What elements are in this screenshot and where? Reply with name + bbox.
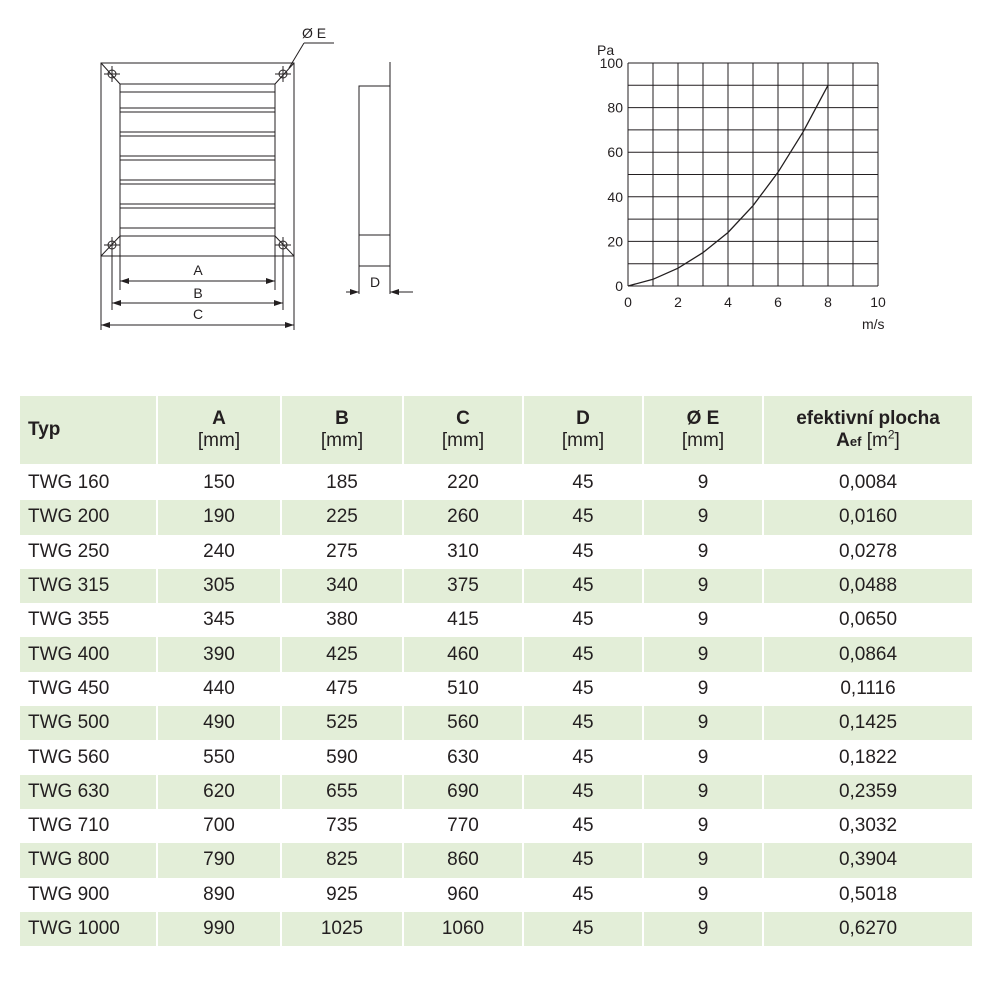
- header-effective-area: efektivní plocha Aef $[m^2]$: [764, 396, 972, 466]
- chart-grid: [628, 63, 878, 286]
- table-cell: 440: [158, 672, 282, 706]
- table-cell: 925: [282, 878, 404, 912]
- table-row: [20, 535, 972, 569]
- table-cell: 690: [404, 775, 524, 809]
- table-cell-type: TWG 315: [20, 569, 158, 603]
- table-cell: 525: [282, 706, 404, 740]
- header-b: B [mm]: [282, 396, 404, 466]
- table-row: [20, 603, 972, 637]
- table-cell-type: TWG 800: [20, 843, 158, 877]
- table-cell: 190: [158, 500, 282, 534]
- table-cell: 1025: [282, 912, 404, 946]
- table-row: [20, 809, 972, 843]
- table-cell: 9: [644, 603, 764, 637]
- table-cell: 550: [158, 740, 282, 774]
- dimension-b: [112, 250, 283, 310]
- chart-y-tick-label: 80: [607, 99, 623, 116]
- table-cell: 655: [282, 775, 404, 809]
- table-cell: 890: [158, 878, 282, 912]
- table-cell: 0,3904: [764, 843, 972, 877]
- chart-x-label: m/s: [862, 316, 885, 332]
- table-cell: 45: [524, 912, 644, 946]
- chart-y-tick-label: 20: [607, 233, 623, 250]
- header-e: Ø E [mm]: [644, 396, 764, 466]
- table-cell: 45: [524, 466, 644, 500]
- table-cell: 560: [404, 706, 524, 740]
- chart-x-tick-label: 2: [674, 294, 682, 310]
- table-cell: 0,1425: [764, 706, 972, 740]
- chart-x-tick-label: 4: [724, 294, 732, 310]
- table-cell: 9: [644, 912, 764, 946]
- table-cell-type: TWG 1000: [20, 912, 158, 946]
- table-cell: 825: [282, 843, 404, 877]
- table-cell: 0,5018: [838, 883, 898, 905]
- label-b: B: [193, 285, 203, 301]
- table-cell: 9: [644, 740, 764, 774]
- table-row: [20, 500, 972, 534]
- table-header-row: [20, 396, 972, 466]
- table-cell: 305: [158, 569, 282, 603]
- spec-table: [20, 396, 972, 946]
- chart-x-tick-label: 10: [870, 294, 886, 310]
- mounting-holes: [104, 43, 334, 253]
- chart-y-tick-label: 40: [607, 188, 623, 205]
- table-cell: 0,0084: [838, 472, 898, 494]
- table-cell: 0,2359: [764, 775, 972, 809]
- table-cell: 45: [524, 706, 644, 740]
- header-d: D [mm]: [524, 396, 644, 466]
- table-cell: 0,0864: [764, 637, 972, 671]
- table-row: [20, 740, 972, 774]
- table-cell: 9: [644, 775, 764, 809]
- table-cell: 475: [282, 672, 404, 706]
- chart-y-ticks: [600, 55, 624, 294]
- table-cell: 9: [644, 637, 764, 671]
- pressure-drop-chart: [585, 35, 905, 340]
- table-cell-type: TWG 250: [20, 535, 158, 569]
- table-cell: 275: [282, 535, 404, 569]
- table-cell: 9: [644, 466, 764, 500]
- label-c: C: [192, 306, 204, 322]
- table-cell: 0,1822: [838, 746, 898, 768]
- table-cell: 45: [524, 637, 644, 671]
- dimension-a: [120, 278, 275, 284]
- table-cell: 510: [404, 672, 524, 706]
- table-cell: 9: [644, 809, 764, 843]
- table-cell: 220: [404, 466, 524, 500]
- table-cell: 45: [524, 809, 644, 843]
- table-cell: 45: [524, 740, 644, 774]
- chart-x-tick-label: 6: [774, 294, 782, 310]
- table-cell: 9: [644, 569, 764, 603]
- table-row: [20, 912, 972, 946]
- table-cell: 225: [282, 500, 404, 534]
- table-cell: 0,3032: [838, 815, 898, 837]
- table-cell: 9: [644, 672, 764, 706]
- table-cell: 0,0160: [764, 500, 972, 534]
- chart-y-tick-label: 60: [607, 144, 623, 161]
- table-cell-type: TWG 560: [20, 740, 158, 774]
- table-cell: 9: [644, 843, 764, 877]
- table-row: [20, 569, 972, 603]
- table-cell: 990: [158, 912, 282, 946]
- table-cell: 150: [158, 466, 282, 500]
- table-row: [20, 672, 972, 706]
- table-cell: 790: [158, 843, 282, 877]
- table-row: [20, 878, 972, 912]
- table-cell: 45: [524, 878, 644, 912]
- table-body: [20, 466, 972, 946]
- table-cell: 390: [158, 637, 282, 671]
- table-cell: 0,0278: [838, 540, 898, 562]
- dimension-drawing: [90, 20, 430, 340]
- table-cell: 735: [282, 809, 404, 843]
- table-cell: 310: [404, 535, 524, 569]
- header-a: A [mm]: [158, 396, 282, 466]
- table-cell: 375: [404, 569, 524, 603]
- table-cell-type: TWG 900: [20, 878, 158, 912]
- table-cell: 1060: [404, 912, 524, 946]
- table-cell-type: TWG 450: [20, 672, 158, 706]
- table-cell: 9: [644, 878, 764, 912]
- table-cell: 630: [404, 740, 524, 774]
- table-cell-type: TWG 710: [20, 809, 158, 843]
- table-row: [20, 466, 972, 500]
- chart-x-tick-label: 0: [624, 294, 632, 310]
- table-cell: 460: [404, 637, 524, 671]
- table-cell: 700: [158, 809, 282, 843]
- label-a: A: [193, 262, 203, 278]
- table-cell: 860: [404, 843, 524, 877]
- table-cell: 0,0488: [764, 569, 972, 603]
- header-c: C [mm]: [404, 396, 524, 466]
- table-row: [20, 775, 972, 809]
- table-cell: 45: [524, 775, 644, 809]
- table-cell: 260: [404, 500, 524, 534]
- table-row: [20, 843, 972, 877]
- table-cell: 620: [158, 775, 282, 809]
- chart-y-label: Pa: [597, 42, 615, 58]
- table-cell-type: TWG 160: [20, 466, 158, 500]
- table-cell: 0,6270: [764, 912, 972, 946]
- table-cell: 9: [644, 500, 764, 534]
- chart-y-tick-label: 0: [615, 278, 623, 294]
- side-view: [346, 62, 413, 294]
- label-e: Ø E: [302, 25, 327, 41]
- table-cell: 45: [524, 535, 644, 569]
- table-cell: 9: [644, 706, 764, 740]
- table-cell-type: TWG 630: [20, 775, 158, 809]
- table-cell: 425: [282, 637, 404, 671]
- table-cell: 0,1116: [840, 677, 896, 699]
- table-cell: 240: [158, 535, 282, 569]
- table-cell: 380: [282, 603, 404, 637]
- chart-y-tick-label: 100: [599, 55, 623, 71]
- table-cell: 9: [644, 535, 764, 569]
- table-row: [20, 706, 972, 740]
- table-cell: 960: [404, 878, 524, 912]
- table-cell: 45: [524, 672, 644, 706]
- table-cell: 45: [524, 500, 644, 534]
- chart-x-tick-label: 8: [824, 294, 832, 310]
- table-cell: 415: [404, 603, 524, 637]
- table-cell-type: TWG 200: [20, 500, 158, 534]
- table-cell-type: TWG 400: [20, 637, 158, 671]
- chart-x-ticks: [624, 294, 886, 310]
- table-cell-type: TWG 355: [20, 603, 158, 637]
- table-cell: 0,0650: [838, 609, 898, 631]
- dimension-c: [101, 322, 294, 328]
- table-cell: 345: [158, 603, 282, 637]
- table-cell: 45: [524, 603, 644, 637]
- table-cell: 770: [404, 809, 524, 843]
- table-cell: 45: [524, 569, 644, 603]
- table-cell: 185: [282, 466, 404, 500]
- label-d: D: [369, 274, 381, 290]
- table-row: [20, 637, 972, 671]
- table-cell: 490: [158, 706, 282, 740]
- louver-blades: [120, 92, 275, 228]
- table-cell-type: TWG 500: [20, 706, 158, 740]
- table-cell: 590: [282, 740, 404, 774]
- table-cell: 45: [524, 843, 644, 877]
- table-cell: 340: [282, 569, 404, 603]
- header-typ: Typ: [20, 396, 158, 466]
